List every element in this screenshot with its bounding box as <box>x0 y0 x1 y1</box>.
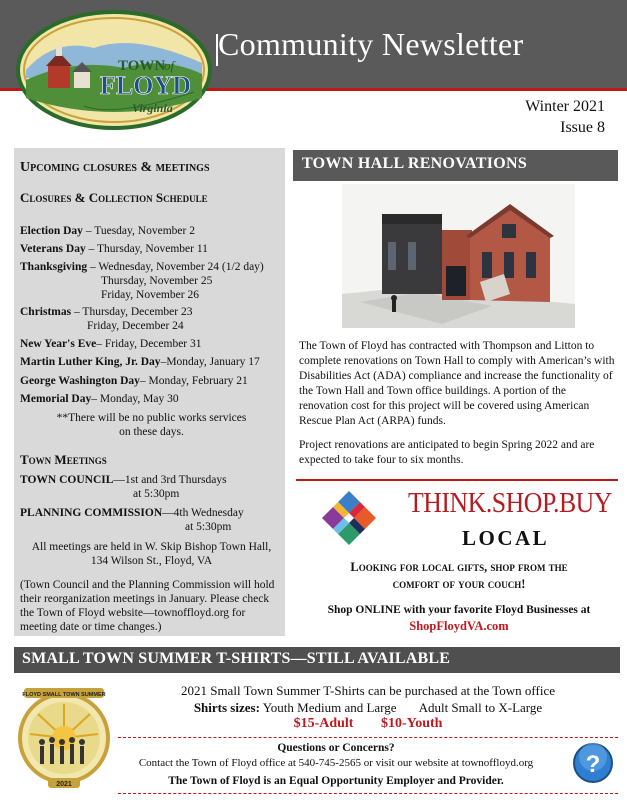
issue-info <box>525 96 605 138</box>
shop-local-star-logo <box>318 487 380 549</box>
equal-opportunity-statement: The Town of Floyd is an Equal Opportunity Employer and Provider. <box>168 775 504 787</box>
meetings-heading: Town Meetings <box>20 452 107 467</box>
event-extra: Friday, November 26 <box>101 289 199 301</box>
local-text: LOCAL <box>462 526 550 550</box>
shop-online-line: Shop ONLINE with your favorite Floyd Businesses at <box>327 604 591 616</box>
tshirt-prices <box>118 716 618 732</box>
event-item: Christmas – Thursday, December 23 <box>20 306 193 318</box>
svg-text:?: ? <box>585 751 601 778</box>
logo-town-text: TOWN <box>118 58 166 74</box>
note-line: **There will be no public works services <box>56 412 247 424</box>
event-item: Veterans Day – Thursday, November 11 <box>20 243 208 255</box>
tagline-line: comfort of your couch! <box>392 577 526 591</box>
town-hall-paragraph-2: Project renovations are anticipated to begin Spring 2022 and are expected to take four to six months. <box>299 439 595 466</box>
meeting-location <box>20 540 283 568</box>
event-item: Memorial Day– Monday, May 30 <box>20 393 179 405</box>
logo-virginia-text: Virginia <box>132 101 173 115</box>
small-town-summer-seal <box>16 678 112 798</box>
town-hall-rendering <box>342 184 575 328</box>
logo-floyd-text: FLOYD <box>100 71 191 100</box>
seal-year-text: 2021 <box>56 781 72 788</box>
reorganization-note: (Town Council and the Planning Commission will hold their reorganization meetings in January. Please check the Town of Floyd website—townoffloyd.org for meeting date or time changes.) <box>20 579 275 633</box>
issue-number: Issue 8 <box>560 119 605 136</box>
event-extra: Thursday, November 25 <box>101 275 213 287</box>
seal-top-text: FLOYD SMALL TOWN SUMMER <box>22 692 106 698</box>
tagline-line: Looking for local gifts, shop from the <box>350 560 568 574</box>
section-divider <box>296 479 618 481</box>
contact-line: Contact the Town of Floyd office at 540-745-2565 or visit our website at townoffloyd.org <box>138 757 534 769</box>
issue-season: Winter 2021 <box>525 98 605 115</box>
meeting-time: at 5:30pm <box>133 488 180 500</box>
event-item: Martin Luther King, Jr. Day–Monday, January 17 <box>20 356 260 368</box>
meeting-item: TOWN COUNCIL—1st and 3rd Thursdays <box>20 474 227 486</box>
adult-price: $15-Adult <box>293 716 354 731</box>
location-line: All meetings are held in W. Skip Bishop Town Hall, <box>31 541 272 553</box>
footer-divider-bottom <box>118 793 618 794</box>
logo-of-text: of <box>164 58 175 73</box>
meeting-time: at 5:30pm <box>185 521 232 533</box>
upcoming-heading: Upcoming closures & meetings <box>20 160 210 175</box>
shop-tagline <box>296 559 622 593</box>
event-extra: Friday, December 24 <box>87 320 184 332</box>
location-line: 134 Wilson St., Floyd, VA <box>90 555 213 567</box>
closures-subheading: Closures & Collection Schedule <box>20 190 208 205</box>
tshirt-sizes-line: Shirts sizes: Youth Medium and Large Adult Small to X-Large <box>193 700 543 715</box>
question-mark-icon <box>572 742 614 784</box>
event-item: George Washington Day– Monday, February 21 <box>20 375 248 387</box>
footer-divider-top <box>118 737 618 738</box>
shop-floyd-link[interactable]: ShopFloydVA.com <box>409 619 509 633</box>
event-item: Thanksgiving – Wednesday, November 24 (1/2 day) <box>20 261 264 273</box>
public-works-note <box>20 411 283 439</box>
town-hall-title: TOWN HALL RENOVATIONS <box>302 155 528 172</box>
think-shop-buy-text: THINK.SHOP.BUY <box>408 488 612 519</box>
event-item: Election Day – Tuesday, November 2 <box>20 225 195 237</box>
event-item: New Year's Eve– Friday, December 31 <box>20 338 202 350</box>
youth-price: $10-Youth <box>380 716 443 731</box>
tshirt-purchase-line: 2021 Small Town Summer T-Shirts can be purchased at the Town office <box>180 683 556 698</box>
tshirt-title: SMALL TOWN SUMMER T-SHIRTS—STILL AVAILABLE <box>22 650 451 667</box>
meeting-item: PLANNING COMMISSION—4th Wednesday <box>20 507 244 519</box>
town-of-floyd-logo <box>14 8 214 132</box>
questions-heading: Questions or Concerns? <box>277 742 395 754</box>
newsletter-title: Community Newsletter <box>218 26 524 62</box>
note-line: on these days. <box>119 426 184 438</box>
town-hall-paragraph-1: The Town of Floyd has contracted with Thompson and Litton to complete renovations on Town Hall to comply with American’s with Disabilities Act (ADA) compliance and increase the functionality of the Town Hall and Town office buildings. A portion of the renovation cost for this project will be covered using American Rescue Plan Act (ARPA) funds. <box>299 340 615 427</box>
